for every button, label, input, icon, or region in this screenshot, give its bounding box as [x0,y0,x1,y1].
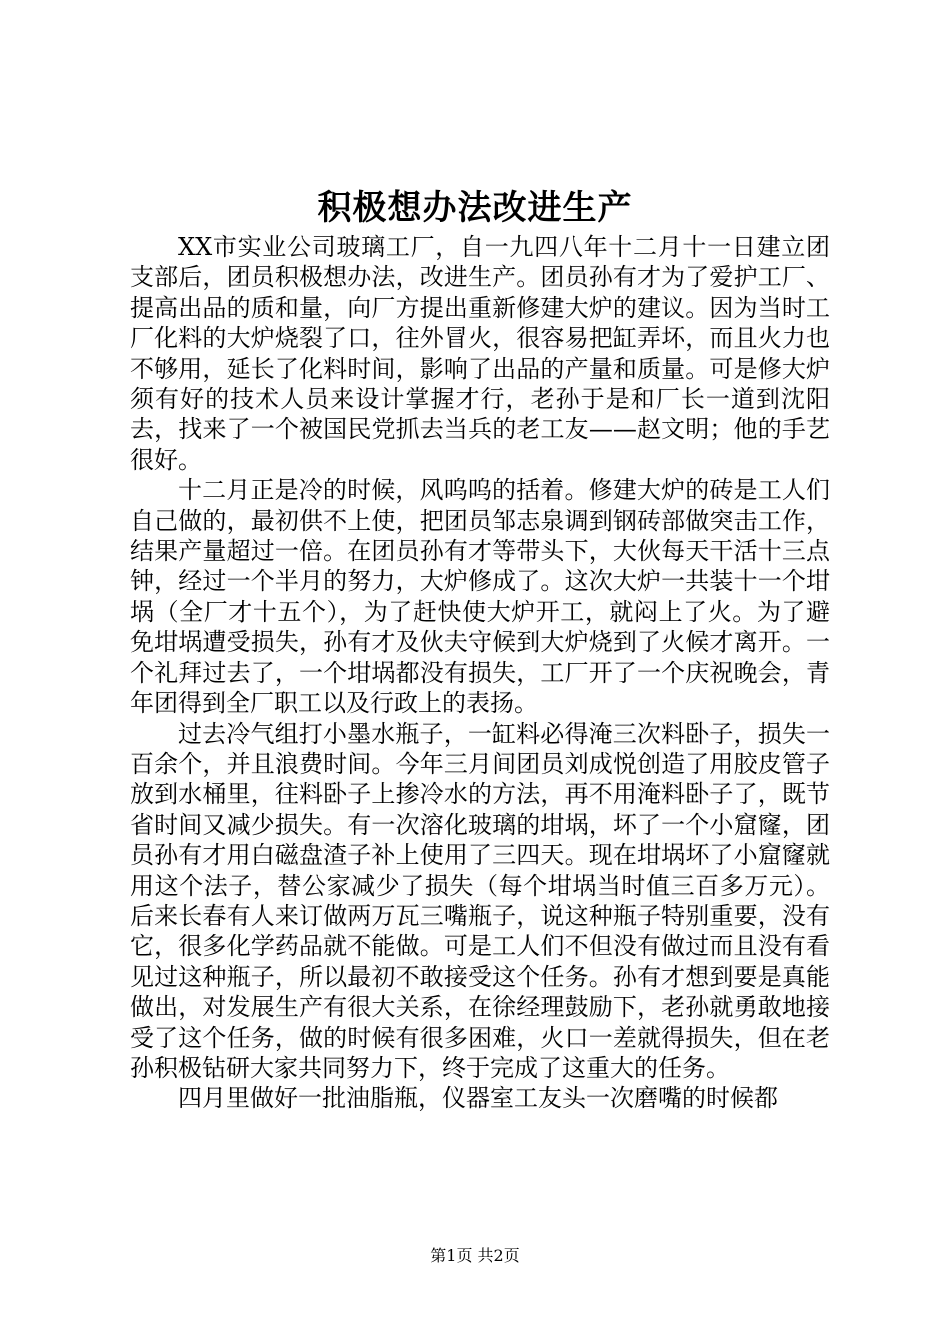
document-body [130,232,830,1114]
document-title: 积极想办法改进生产 [317,188,633,228]
paragraph-2: 十二月正是冷的时候，风呜呜的括着。修建大炉的砖是工人们自己做的，最初供不上使，把团员邹志泉调到钢砖部做突击工作，结果产量超过一倍。在团员孙有才等带头下，大伙每天干活十三点钟，经过一个半月的努力，大炉修成了。这次大炉一共装十一个坩埚（全厂才十五个），为了赶快使大炉开工，就闷上了火。为了避免坩埚遭受损失，孙有才及伙夫守候到大炉烧到了火候才离开。一个礼拜过去了，一个坩埚都没有损失，工厂开了一个庆祝晚会，青年团得到全厂职工以及行政上的表扬。 [130,476,830,718]
paragraph-4: 四月里做好一批油脂瓶，仪器室工友头一次磨嘴的时候都 [178,1084,778,1113]
paragraph-3: 过去冷气组打小墨水瓶子，一缸料必得淹三次料卧子，损失一百余个，并且浪费时间。今年三月间团员刘成悦创造了用胶皮管子放到水桶里，往料卧子上掺冷水的方法，再不用淹料卧子了，既节省时间又减少损失。有一次溶化玻璃的坩埚，坏了一个小窟窿，团员孙有才用白磁盘渣子补上使用了三四天。现在坩埚坏了小窟窿就用这个法子，替公家减少了损失（每个坩埚当时值三百多万元）。后来长春有人来订做两万瓦三嘴瓶子，说这种瓶子特别重要，没有它，很多化学药品就不能做。可是工人们不但没有做过而且没有看见过这种瓶子，所以最初不敢接受这个任务。孙有才想到要是真能做出，对发展生产有很大关系，在徐经理鼓励下，老孙就勇敢地接受了这个任务，做的时候有很多困难，火口一差就得损失，但在老孙积极钻研大家共同努力下，终于完成了这重大的任务。 [130,719,830,1082]
paragraph-1: XX市实业公司玻璃工厂，自一九四八年十二月十一日建立团支部后，团员积极想办法，改进生产。团员孙有才为了爱护工厂、提高出品的质和量，向厂方提出重新修建大炉的建议。因为当时工厂化料的大炉烧裂了口，往外冒火，很容易把缸弄坏，而且火力也不够用，延长了化料时间，影响了出品的产量和质量。可是修大炉须有好的技术人员来设计掌握才行，老孙于是和厂长一道到沈阳去，找来了一个被国民党抓去当兵的老工友——赵文明；他的手艺很好。 [130,233,830,474]
page-footer: 第1页 共2页 [430,1246,520,1265]
